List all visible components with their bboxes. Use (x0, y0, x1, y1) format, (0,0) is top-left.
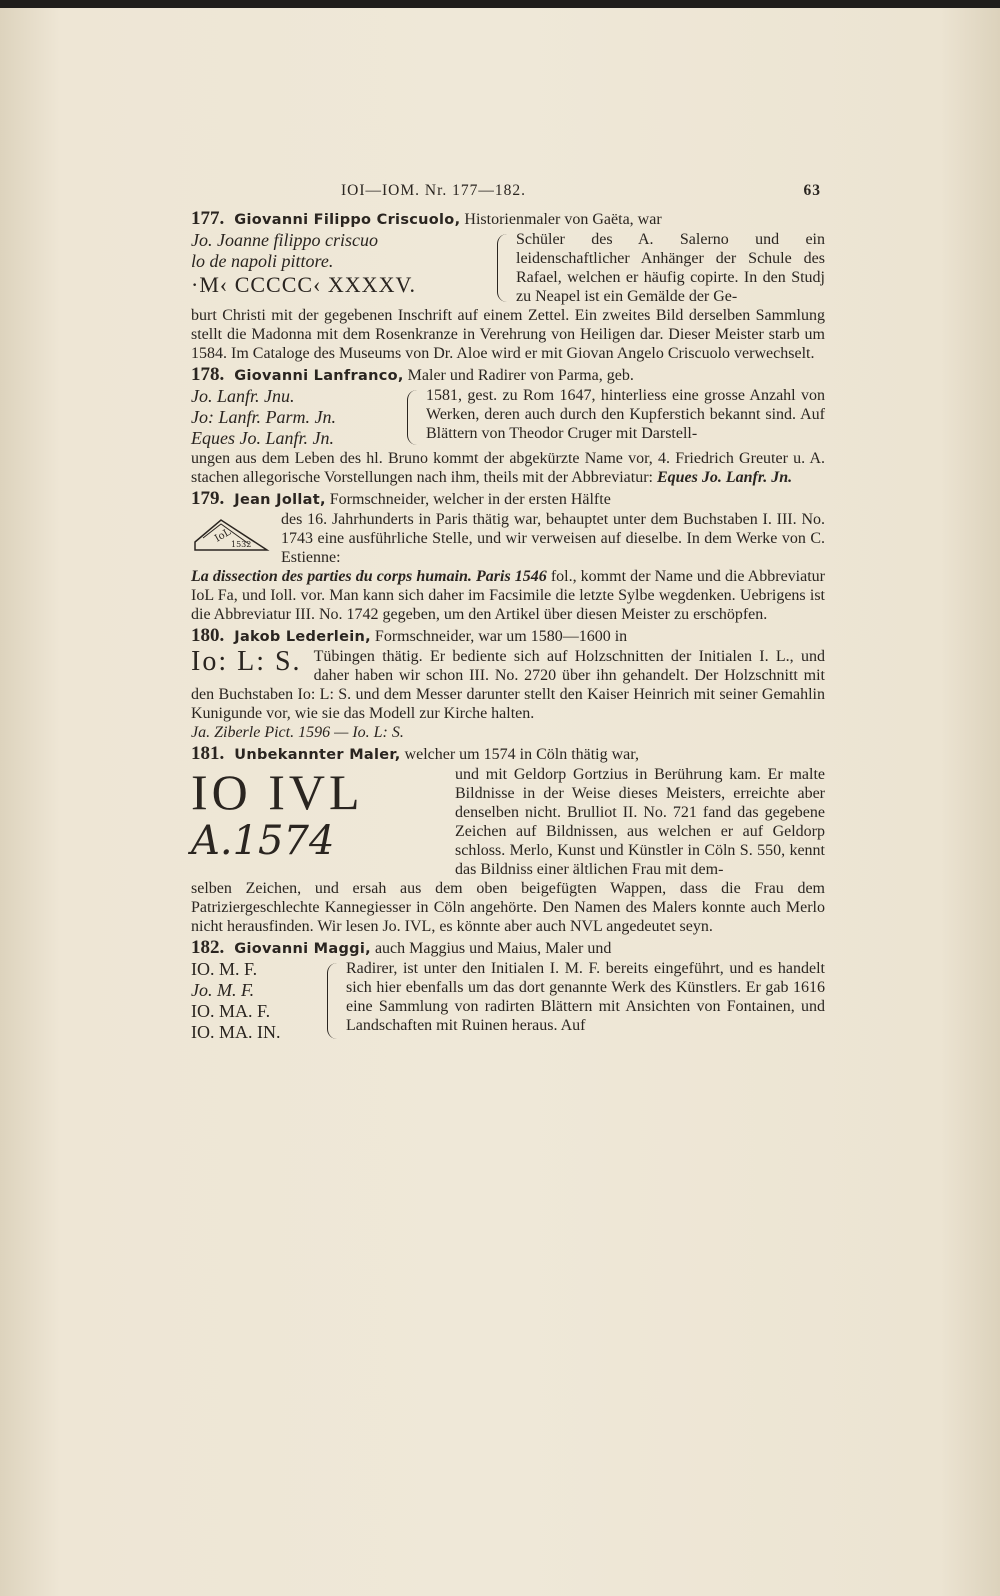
entry-body-text: ungen aus dem Leben des hl. Bruno kommt der abgekürzte Name vor, 4. Friedrich Greuter u. A. stachen allegorische Vorstellungen nach ihm, theils mit der Abbreviatur: (191, 450, 825, 486)
book-title: La dissection des parties du corps humain. Paris 1546 (191, 568, 547, 585)
mark-line: IO. MA. F. (191, 1001, 271, 1021)
brace (407, 390, 420, 445)
side-text: des 16. Jahrhunderts in Paris thätig war, behauptet unter dem Buchstaben I. III. No. 1743 eine ausführliche Stelle, und wir verweisen auf dieselbe. In dem Werke von C. Estienne: (281, 511, 825, 566)
entry-number: 177. (191, 208, 225, 229)
entry-number: 178. (191, 364, 225, 385)
mark-block (191, 230, 825, 306)
entry-name: Jean Jollat, (234, 492, 326, 508)
entry-number: 182. (191, 937, 225, 958)
monogram-marks (191, 230, 497, 306)
entry-heading (191, 938, 825, 959)
entry-body: Tübingen thätig. Er bediente sich auf Holzschnitten der Initialen I. L., und daher haben wir schon III. No. 2720 über ihn gehandelt. Der Holzschnitt mit den Buchstaben Io: L: S. und dem Messer darunter stellt den Kaiser Heinrich mit seiner Gemahlin Kunigunde vor, wie sie das Modell zur Kirche halten. (191, 648, 825, 722)
mark-block (191, 959, 825, 1043)
entry-180 (191, 626, 825, 742)
mark-line: Jo. M. F. (191, 980, 255, 1000)
mark-line: Eques Jo. Lanfr. Jn. (191, 428, 334, 448)
entry-heading-text: Formschneider, welcher in der ersten Hälfte (329, 491, 611, 508)
entry-177 (191, 209, 825, 363)
entry-heading-text: welcher um 1574 in Cöln thätig war, (404, 746, 639, 763)
knife-monogram-icon (191, 514, 271, 554)
monogram: IO IVL (191, 764, 364, 820)
monogram: Io: L: S. (191, 646, 302, 677)
entry-heading-text: Formschneider, war um 1580—1600 in (374, 628, 628, 645)
entry-number: 179. (191, 488, 225, 509)
entry-heading-text: Maler und Radirer von Parma, geb. (407, 367, 634, 384)
entry-heading (191, 209, 825, 230)
svg-text:1532: 1532 (231, 540, 252, 549)
side-text: 1581, gest. zu Rom 1647, hinterliess eine grosse Anzahl von Werken, deren auch durch den Kupferstich bekannt sind. Auf Blättern von Theodor Cruger mit Darstell- (426, 387, 825, 442)
entry-name: Giovanni Filippo Criscuolo, (234, 212, 461, 228)
side-text: Schüler des A. Salerno und ein leidenschaftlicher Anhänger der Schule des Rafael, welchen er häufig copirte. In den Studj zu Neapel ist ein Gemälde der Ge- (516, 231, 825, 305)
mark-line: lo de napoli pittore. (191, 251, 334, 271)
page-header (191, 181, 825, 203)
monogram-marks (191, 386, 407, 449)
monogram-block (191, 765, 443, 863)
entry-body: burt Christi mit der gegebenen Inschrift auf einem Zettel. Ein zweites Bild derselben Sammlung stellt die Madonna mit dem Rosenkranze in Verehrung von Heiligen dar. Dieser Meister starb um 1584. Im Cataloge des Museums von Dr. Aloe wird er mit Giovan Angelo Criscuolo verwechselt. (191, 307, 825, 362)
mark-line: ·M‹ CCCCC‹ XXXXV. (191, 272, 417, 297)
book-page (0, 8, 1000, 1596)
mark-line: Jo. Joanne filippo criscuo (191, 230, 378, 250)
page-text (191, 181, 825, 1043)
entry-body (191, 449, 825, 487)
entry-body (191, 567, 825, 624)
entry-number: 180. (191, 625, 225, 646)
entry-heading-text: auch Maggius und Maius, Maler und (374, 940, 612, 957)
scan-border (0, 0, 1000, 8)
mark-line: Jo. Lanfr. Jnu. (191, 386, 295, 406)
entry-181 (191, 744, 825, 936)
entry-heading (191, 626, 825, 647)
entry-179 (191, 489, 825, 624)
entry-182 (191, 938, 825, 1043)
entry-heading (191, 744, 825, 765)
mark-line: IO. M. F. (191, 959, 258, 979)
monogram-marks (191, 959, 327, 1043)
entry-heading (191, 489, 825, 510)
page-number: 63 (803, 182, 821, 199)
abbreviation: Eques Jo. Lanfr. Jn. (656, 469, 793, 486)
entry-number: 181. (191, 743, 225, 764)
entry-body-text: fol., kommt der Name und die Abbreviatur IoL Fa, und Ioll. vor. Man kann sich daher im Facsimile die letzte Sylbe wegdenken. Uebrigens ist die Abbreviatur III. No. 1742 gegeben, um den Artikel über diesen Meister zu erschöpfen. (191, 568, 825, 623)
entry-heading (191, 365, 825, 386)
citation: Ja. Ziberle Pict. 1596 — Io. L: S. (191, 724, 404, 741)
running-title: IOI—IOM. Nr. 177—182. (341, 182, 527, 199)
mark-block (191, 386, 825, 449)
monogram-date: A.1574 (191, 818, 335, 864)
entry-name: Giovanni Lanfranco, (234, 368, 404, 384)
brace (327, 963, 340, 1039)
side-text: Radirer, ist unter den Initialen I. M. F. bereits eingeführt, und es handelt sich hier ebenfalls um das dort genannte Werk des Künstlers. Er gab 1616 eine Sammlung von radirten Blättern mit Ansichten von Fontainen, und Landschaften mit Ruinen heraus. Auf (346, 960, 825, 1034)
svg-text:IoL: IoL (213, 526, 233, 545)
entry-heading-text: Historienmaler von Gaëta, war (464, 211, 662, 228)
entry-name: Giovanni Maggi, (234, 941, 371, 957)
side-text: und mit Geldorp Gortzius in Berührung kam. Er malte Bildnisse in der Weise dieses Meisters, erreichte aber denselben nicht. Brulliot II. No. 721 fand das gegebene Zeichen auf Bildnissen, aus welchen er auf Geldorp schloss. Merlo, Kunst und Künstler in Cöln S. 550, kennt das Bildniss einer ältlichen Frau mit dem- (455, 766, 825, 878)
mark-line: IO. MA. IN. (191, 1022, 281, 1042)
entry-name: Jakob Lederlein, (234, 629, 371, 645)
entry-178 (191, 365, 825, 487)
brace (497, 234, 510, 302)
entry-body: selben Zeichen, und ersah aus dem oben beigefügten Wappen, dass die Frau dem Patriziergeschlechte Kannegiesser in Cöln angehörte. Den Namen des Malers konnte auch Merlo nicht herausfinden. Wir lesen Jo. IVL, es könnte aber auch NVL angedeutet seyn. (191, 880, 825, 935)
entry-name: Unbekannter Maler, (234, 747, 401, 763)
mark-line: Jo: Lanfr. Parm. Jn. (191, 407, 336, 427)
